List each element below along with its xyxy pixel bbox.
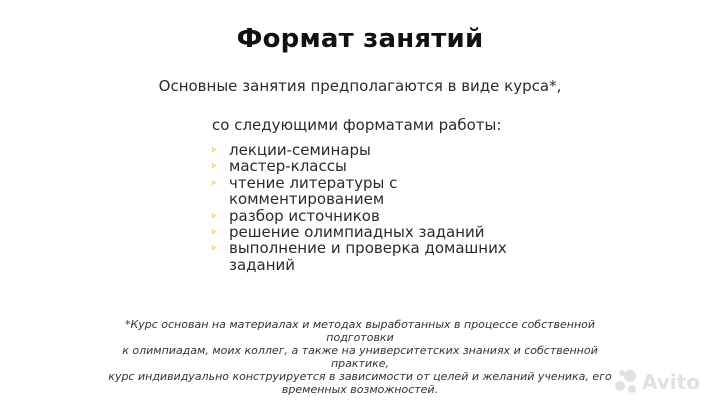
- list-item: ▹ мастер-классы: [212, 157, 347, 176]
- list-item: ▹ чтение литературы с комментированием: [212, 173, 398, 209]
- bullet-icon: ▹: [212, 177, 217, 188]
- footnote-line: курс индивидуально конструируется в зависимости от целей и желаний ученика, его: [108, 370, 612, 383]
- list-item: ▹ выполнение и проверка домашних заданий: [212, 239, 507, 274]
- bullet-icon: ▹: [212, 243, 217, 254]
- footnote-line: временных возможностей.: [281, 383, 439, 396]
- slide-title: Формат занятий: [236, 24, 484, 54]
- footnote-line: к олимпиадам, моих коллег, а также на университетских знаниях и собственной практике,: [122, 344, 598, 370]
- bullet-icon: ▹: [212, 161, 217, 172]
- list-lead: со следующими форматами работы:: [212, 116, 502, 134]
- list-item: ▹ лекции-семинары: [212, 141, 371, 159]
- bullet-icon: ▹: [212, 227, 217, 238]
- bullet-icon: ▹: [212, 210, 217, 221]
- footnote-line: *Курс основан на материалах и методах выработанных в процессе собственной подготовки: [124, 318, 596, 344]
- slide-subtitle: Основные занятия предполагаются в виде курса*,: [158, 77, 562, 95]
- watermark-text: Avito: [642, 370, 700, 394]
- list-item: ▹ решение олимпиадных заданий: [212, 223, 485, 242]
- avito-watermark-logo: [614, 364, 714, 396]
- footnote: [92, 318, 628, 396]
- list-item: ▹ разбор источников: [212, 206, 380, 225]
- formats-list: [212, 142, 512, 273]
- bullet-icon: ▹: [212, 145, 217, 155]
